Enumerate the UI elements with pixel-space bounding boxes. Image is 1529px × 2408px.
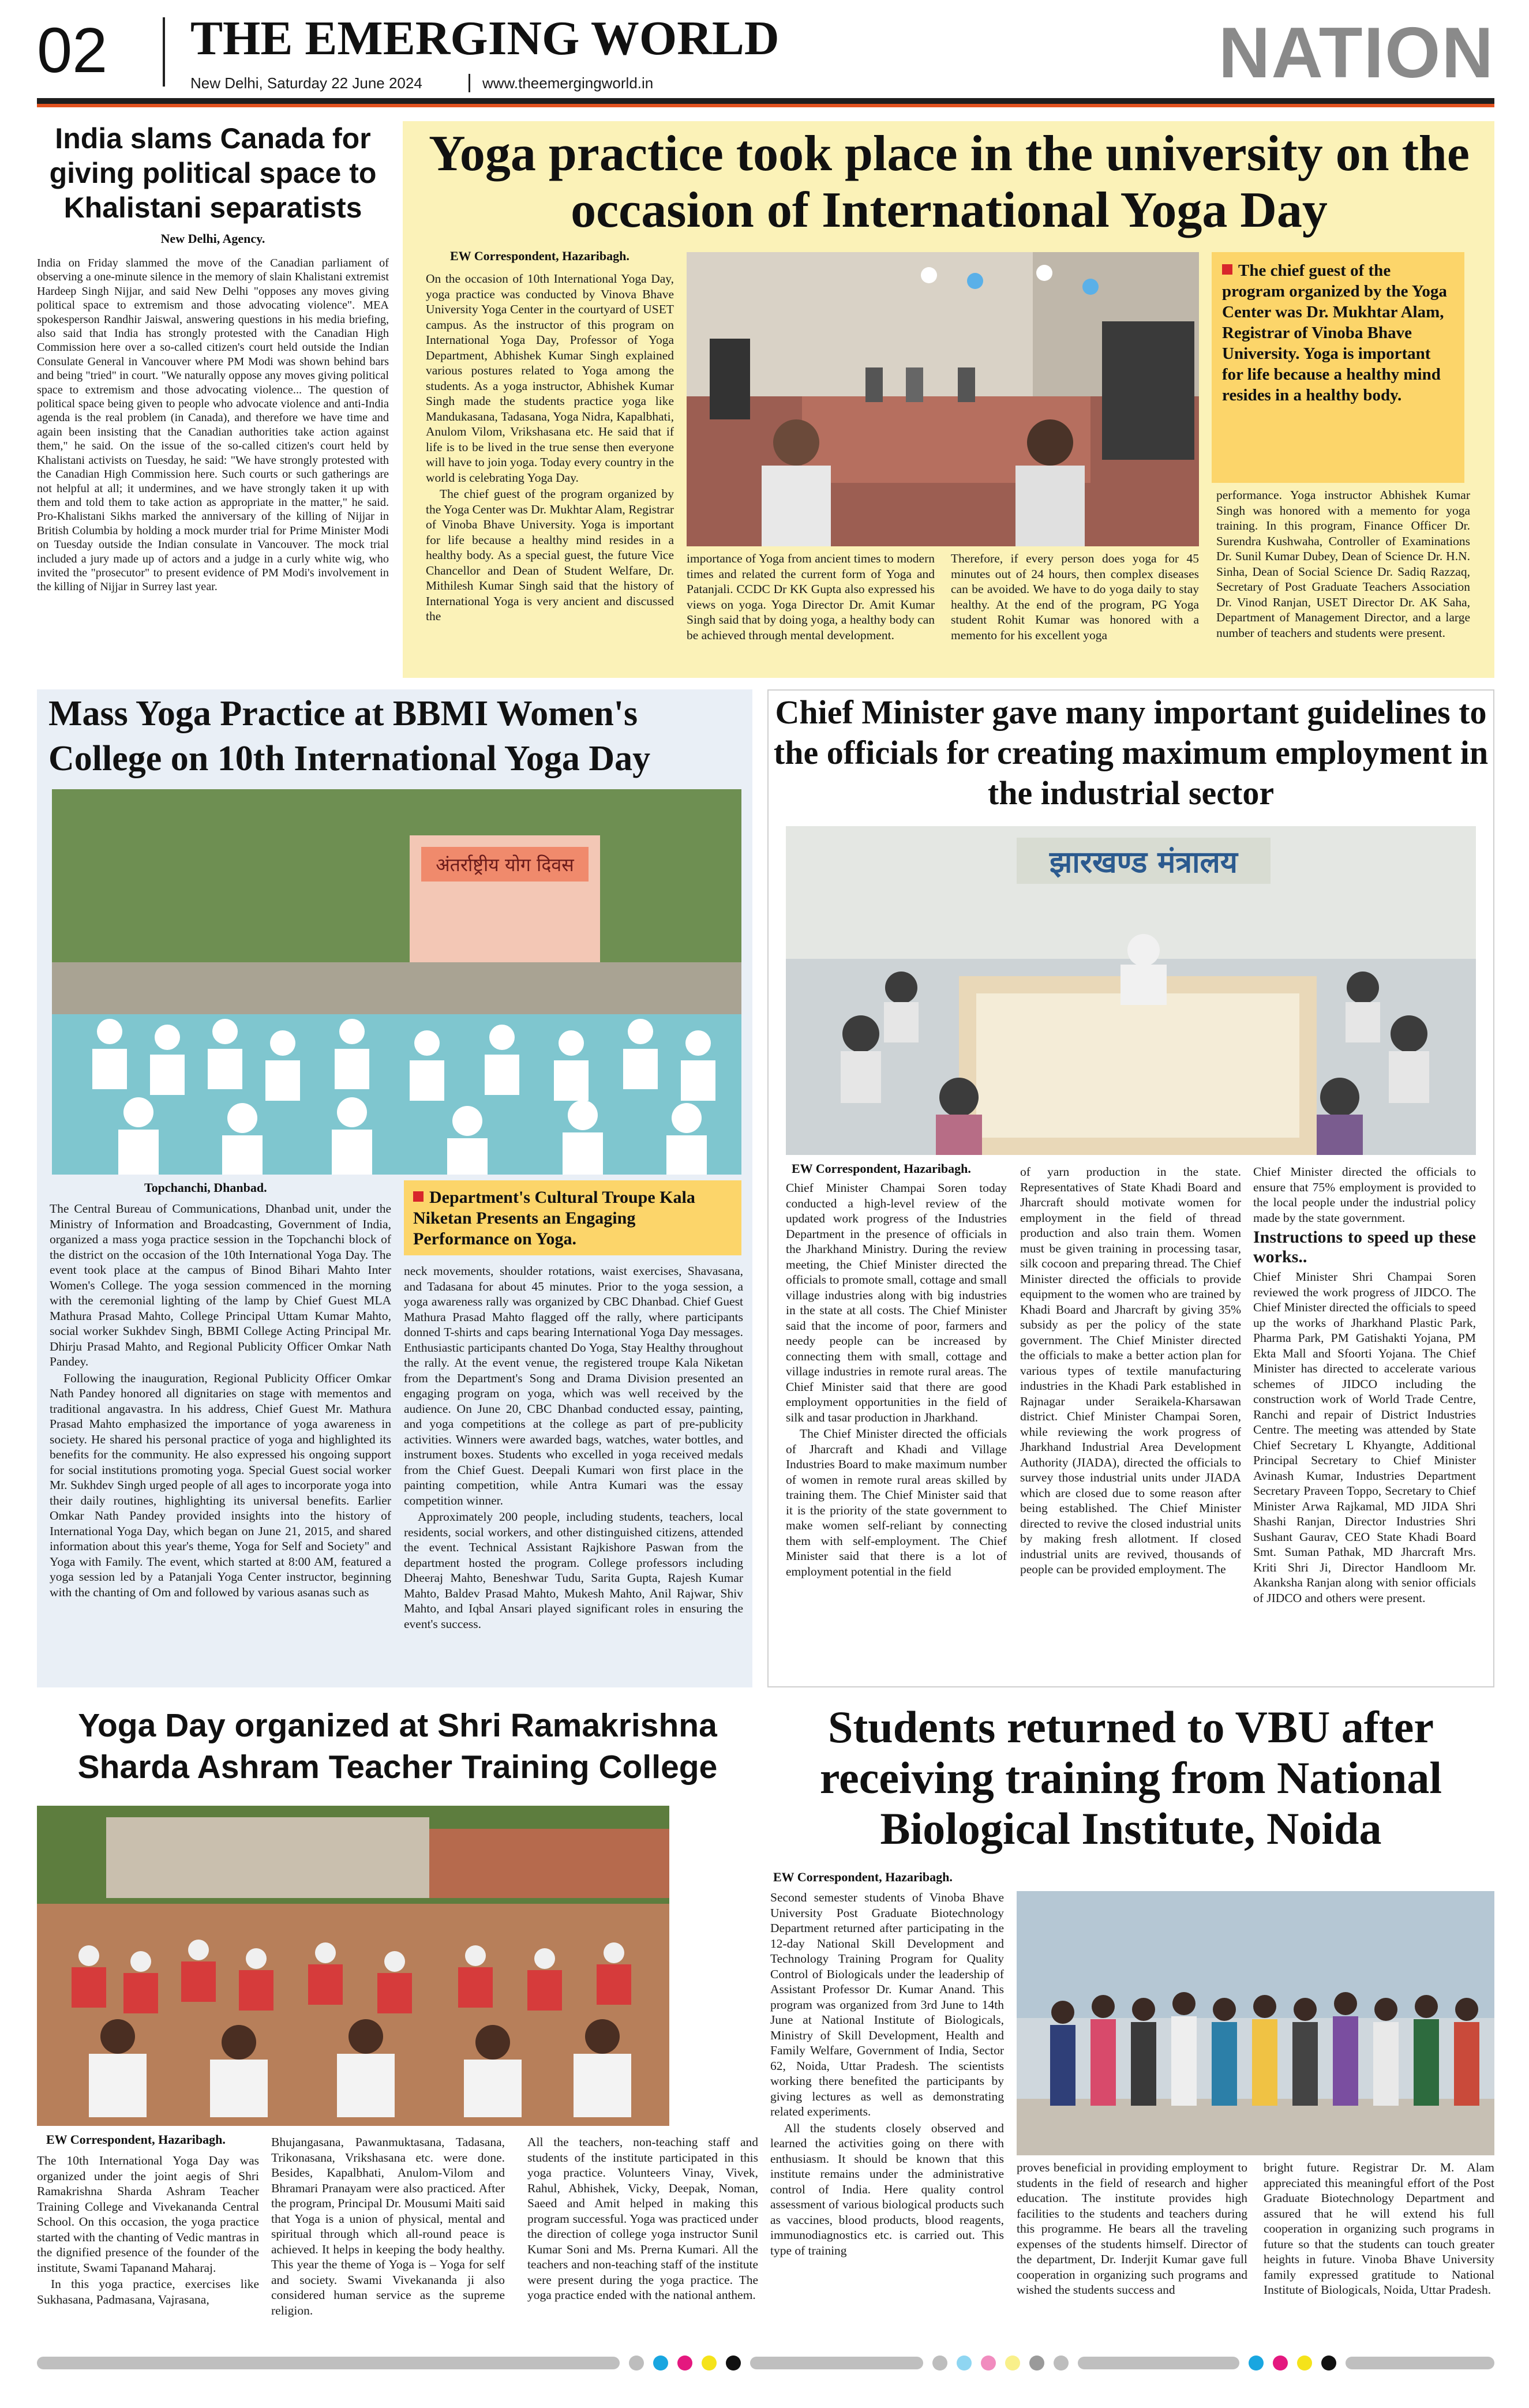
footer-bar <box>37 2357 620 2369</box>
color-dot <box>1249 2356 1264 2371</box>
paragraph: On the occasion of 10th International Yoga Day, yoga practice was conducted by Vinova Bhave University Yoga Center in the courtyard of USET campus. As the instructor of this program on International Yoga Day, Professor of Yoga Department, Abhishek Kumar Singh explained various postures related to Yoga among the students. As a yoga instructor, Abhishek Kumar Singh made the students practice yoga like Mandukasana, Tadasana, Yoga Nidra, Kapalbhati, Anulom Vilom, Vrikshasana etc. He said that if life is to be lived in the true sense then everyone will have to join yoga. Today every country in the world is celebrating Yoga Day. <box>426 272 674 485</box>
vbu-col3 <box>1264 2160 1494 2338</box>
paragraph: The Chief Minister directed the officials of Jharcraft and Khadi and Village Industries Board to make maximum number of women in remote rural areas skilled by training them. The Chief Minister said that it is the priority of the state government to make women self-reliant by connecting them with self-employment. The Chief Minister said that there is a lot of employment potential in the field <box>786 1427 1007 1578</box>
paragraph: The chief guest of the program organized by the Yoga Center was Dr. Mukhtar Alam, Registrar of Vinoba Bhave University. Yoga is important for life because a healthy mind resides in a healthy body. As a special guest, the future Vice Chancellor and Dean of Student Welfare, Dr. Mithilesh Kumar Singh said that the history of International Yoga is very ancient and discussed the <box>426 487 674 623</box>
color-dot <box>726 2356 741 2371</box>
vinoba-yoga-headline: Yoga practice took place in the university on the occasion of International Yoga Day <box>429 126 1470 238</box>
paragraph: performance. Yoga instructor Abhishek Kumar Singh was honored with a memento for yoga training. In this program, Finance Officer Dr. Surendra Kushwaha, Controller of Examinations Dr. Sunil Kumar Dubey, Dean of Science Dr. H.N. Sinha, Dean of Social Science Dr. Sadiq Razzaq, Secretary of Post Graduate Teachers Association Dr. Vinod Ranjan, USET Director Dr. AK Saha, Department of Management Director, and a large number of teachers and students were present. <box>1216 488 1470 640</box>
color-dot <box>1321 2356 1336 2371</box>
vbu-col1 <box>770 1890 1004 2338</box>
paragraph: All the students closely observed and learned the activities going on there with enthusiasm. It should be known that this institute remains under the administrative control of India. Here quality control assessment of various biological products such as vaccines, blood products, blood reagents, immunodiagnostics etc. is carried out. This type of training <box>770 2121 1004 2257</box>
color-dot <box>981 2356 996 2371</box>
ramakrishna-col2 <box>271 2135 505 2338</box>
masthead-separator <box>469 74 470 92</box>
vbu-headline: Students returned to VBU after receiving training from National Biological Institute, Noida <box>819 1702 1442 1854</box>
cm-photo <box>786 826 1476 1155</box>
paragraph: Approximately 200 people, including students, teachers, local residents, social workers, and other distinguished citizens, attended the event. Technical Assistant Rajkishore Paswan from the department hosted the program. College professors including Dheeraj Mahto, Beneshwar Tudu, Sarita Gupta, Rajesh Kumar Mahto, Baldev Prasad Mahto, Mukesh Mahto, Anil Rajwar, Shiv Mahto, and Iqbal Ansari played significant roles in ensuring the event's success. <box>404 1510 743 1631</box>
footer-bar <box>1346 2357 1494 2369</box>
vinoba-yoga-callout <box>1212 252 1464 483</box>
paragraph: Following the inauguration, Regional Publicity Officer Omkar Nath Pandey honored all dignitaries on stage with mementos and traditional angavastra. In his address, Chief Guest Mr. Mathura Prasad Mahto emphasized the importance of yoga awareness in society. He shared his personal practice of yoga and highlighted its benefits for the community. He also expressed his ongoing support for social institutions promoting yoga. Special Guest social worker Mr. Sukhdev Singh urged people of all ages to incorporate yoga into their daily routines, highlighting its universal benefits. Earlier Omkar Nath Pandey provided insights into the history of International Yoga Day, which began on June 21, 2015, and shared information about this year's theme, Yoga for Self and Society" and Yoga with Family. The event, which started at 8:00 AM, featured a yoga session led by a Patanjali Yoga Center instructor, beginning with the chanting of Om and followed by various asanas such as <box>50 1371 391 1599</box>
color-dot <box>957 2356 972 2371</box>
paragraph: neck movements, shoulder rotations, waist exercises, Shavasana, and Tadasana for about 45 minutes. Prior to the yoga session, a yoga awareness rally was organized by CBC Dhanbad. Chief Guest Mathura Prasad Mahto flagged off the rally, where participants donned T-shirts and caps bearing International Yoga Day messages. Enthusiastic participants chanted Do Yoga, Stay Healthy throughout the rally. At the event venue, the registered troupe Kala Niketan from the Department's Song and Drama Division presented an engaging program on yoga, which was well received by the audience. On June 20, CBC Dhanbad conducted essay, painting, and yoga competitions at the college as part of pre-publicity activities. Winners were awarded bags, watches, water bottles, and instrument boxes. Students who excelled in yoga received medals from the Chief Guest. Deepali Kumari won first place in the painting competition, while Antra Kumari was the essay competition winner. <box>404 1264 743 1507</box>
vbu-dateline: EW Correspondent, Hazaribagh. <box>773 1870 953 1884</box>
paragraph: Chief Minister Champai Soren today conducted a high-level review of the updated work progress of the Industries Department in the presence of officials in the Jharkhand Ministry. During the review meeting, the Chief Minister directed the officials to promote small, cottage and small village industries along with big industries in the state at all costs. The Chief Minister said that the income of poor, farmers and needy people can be increased by connecting them with small, cottage and village industries in remote rural areas. The Chief Minister said that there are good employment opportunities in the field of silk and tasar production in Jharkhand. <box>786 1181 1007 1424</box>
bbmi-photo <box>52 789 741 1175</box>
paragraph: India on Friday slammed the move of the Canadian parliament of observing a one-minute silence in the memory of slain Khalistani extremist Hardeep Singh Nijjar, and said New Delhi "opposes any moves giving political space to extremism and those advocating violence". MEA spokesperson Randhir Jaiswal, answering questions in his media briefing, also said that India has strongly protested with the Canadian High Commission here over a so-called citizen's court held outside the Indian Consulate General in Vancouver where PM Modi was shown behind bars and being "tried" in court. "We naturally oppose any moves giving political space to extremism and those advocating violence... The question of political space being given to people who advocate violence and anti-India agenda is the real problem (in Canada), and therefore we have time and again been insisting that the Canadian authorities take action against them," he said. On the issue of the so-called citizen's court held by Khalistani activists on Tuesday, he said: "We have strongly protested with the Canadian High Commission here. Such courts or such gatherings are not helpful at all; it undermines, and we have strongly taken it up with them and told them to take action as appropriate in the matter," he said. Pro-Khalistani Sikhs marked the anniversary of the killing of Nijjar in British Columbia by holding a mock murder trial for Prime Minister Modi on Tuesday outside the Indian consulate in Vancouver. The mock trial included a jury made up of actors and a judge in a curly white wig, who invited the "prosecutor" to present evidence of PM Modi's involvement in the killing of Nijjar in Surrey last year. <box>37 257 389 594</box>
canada-dateline: New Delhi, Agency. <box>160 231 265 246</box>
bullet-square-icon <box>413 1191 424 1202</box>
paragraph: In this yoga practice, exercises like Sukhasana, Padmasana, Vajrasana, <box>37 2277 259 2306</box>
color-dot <box>653 2356 668 2371</box>
color-dot <box>629 2356 644 2371</box>
paragraph: Second semester students of Vinoba Bhave University Post Graduate Biotechnology Department returned after participating in the 12-day National Skill Development and Technology Training Program for Quality Control of Biologicals under the leadership of Assistant Professor Dr. Kumar Anand. This program was organized from 3rd June to 14th June at National Institute of Biologicals, Ministry of Skill Development, Health and Family Welfare, Government of India, Sector 62, Noida, Uttar Pradesh. The scientists working there benefited the participants by giving lectures as well as demonstrating related experiments. <box>770 1891 1004 2118</box>
color-dot <box>932 2356 947 2371</box>
paragraph: bright future. Registrar Dr. M. Alam appreciated this meaningful effort of the Post Graduate Biotechnology Department and assured that he will extend his full cooperation in organizing such programs in future so that the students can touch greater heights in future. Vinoba Bhave University family expressed gratitude to National Institute of Biologicals, Noida, Uttar Pradesh. <box>1264 2161 1494 2297</box>
color-dot <box>702 2356 717 2371</box>
vinoba-yoga-dateline: EW Correspondent, Hazaribagh. <box>450 249 629 263</box>
vinoba-yoga-col3 <box>951 551 1199 672</box>
footer-bar <box>1078 2357 1239 2369</box>
paragraph: The 10th International Yoga Day was organized under the joint aegis of Shri Ramakrishna Sharda Ashram Teacher Training College and Vivekananda Central School. On this occasion, the yoga practice started with the chanting of Vedic mantras in the dignified presence of the founder of the institute, Swami Tapanand Maharaj. <box>37 2154 259 2275</box>
bbmi-col1 <box>50 1201 391 1683</box>
cm-col2 <box>1020 1164 1241 1682</box>
ramakrishna-dateline: EW Correspondent, Hazaribagh. <box>46 2132 226 2147</box>
color-dot <box>1297 2356 1312 2371</box>
color-dot <box>677 2356 692 2371</box>
cm-dateline: EW Correspondent, Hazaribagh. <box>792 1161 971 1176</box>
bbmi-dateline: Topchanchi, Dhanbad. <box>144 1180 267 1195</box>
color-dot <box>1054 2356 1069 2371</box>
photo-banner-text: झारखण्ड मंत्रालय <box>1050 845 1238 880</box>
ramakrishna-photo <box>37 1806 669 2126</box>
photo-banner-text: अंतर्राष्ट्रीय योग दिवस <box>436 854 574 876</box>
paragraph: All the teachers, non-teaching staff and students of the institute participated in this yoga practice. Volunteers Vinay, Vivek, Rahul, Abhishek, Vicky, Deepak, Noman, Saeed and Amit helped in making this program successful. Yoga was practiced under the direction of college yoga instructor Sunil Kumar Soni and Ms. Prerna Kumari. All the teachers and non-teaching staff of the institute were present during the yoga practice. The yoga practice ended with the national anthem. <box>527 2135 758 2302</box>
cm-headline: Chief Minister gave many important guidelines to the officials for creating maximum employment in the industrial sector <box>773 693 1489 812</box>
paragraph: Chief Minister Shri Champai Soren reviewed the work progress of JIDCO. The Chief Minister directed the officials to speed up the works of Jharkhand Plastic Park, Pharma Park, PM Gatishakti Yojana, PM Ekta Mall and Sfoorti Yojana. The Chief Minister has directed to accelerate various schemes of JIDCO including the construction work of World Trade Centre, Ranchi and repair of District Industries Centre. The meeting was attended by State Chief Secretary L Khyangte, Additional Principal Secretary to Chief Minister Avinash Kumar, Industries Department Secretary Praveen Toppo, Secretary to Chief Minister Arwa Rajkamal, MD JIDA Shri Shashi Ranjan, Director Industries Shri Sushant Gaurav, CEO State Khadi Board Smt. Suman Pathak, MD Jharcraft Mrs. Kriti Shri Ji, Director Handloom Mr. Akanksha Ranjan along with senior officials of JIDCO and others were present. <box>1253 1270 1476 1605</box>
bbmi-headline: Mass Yoga Practice at BBMI Women's College on 10th International Yoga Day <box>48 694 651 778</box>
section-title: NATION <box>1218 13 1494 93</box>
paragraph: proves beneficial in providing employment to students in the field of research and higher education. The institute provides high facilities to the students and teachers during this programme. He bears all the traveling expenses of the students himself. Director of the department, Dr. Inderjit Kumar gave full cooperation in organizing such programs and wished the students success and <box>1017 2161 1247 2297</box>
masthead-accent-rule <box>37 104 1494 107</box>
paragraph: importance of Yoga from ancient times to modern times and related the current form of Yoga and Patanjali. CCDC Dr KK Gupta also expressed his views on yoga. Yoga Director Dr. Amit Kumar Singh said that by doing yoga, a healthy body can be achieved through mental development. <box>687 552 935 642</box>
callout-text: The chief guest of the program organized by the Yoga Center was Dr. Mukhtar Alam, Registrar of Vinoba Bhave University. Yoga is important for life because a healthy mind resides in a healthy body. <box>1222 261 1447 404</box>
color-dot <box>1273 2356 1288 2371</box>
vinoba-yoga-photo <box>687 252 1199 546</box>
paragraph: Chief Minister directed the officials to ensure that 75% employment is provided to the local people under the industrial policy made by the state government. <box>1253 1165 1476 1225</box>
vinoba-yoga-col2 <box>687 551 935 672</box>
ramakrishna-headline: Yoga Day organized at Shri Ramakrishna Sharda Ashram Teacher Training College <box>77 1707 718 1786</box>
ramakrishna-col1 <box>37 2153 259 2338</box>
vinoba-yoga-col1 <box>426 271 674 672</box>
cm-col1 <box>786 1180 1007 1682</box>
newspaper-title: THE EMERGING WORLD <box>190 12 780 65</box>
paragraph: Bhujangasana, Pawanmuktasana, Tadasana, Trikonasana, Vrikshasana etc. were done. Besides, Kapalbhati, Anulom-Vilom and Bhramari Pranayam were also practiced. After the program, Principal Dr. Mousumi Maiti said that Yoga is a union of physical, mental and spiritual through which all-round peace is achieved. It helps in keeping the body healthy. This year the theme of Yoga is – Yoga for self and society. Swami Vivekananda ji also considered human service as the supreme religion. <box>271 2135 505 2317</box>
bullet-square-icon <box>1222 264 1232 275</box>
bbmi-col2 <box>404 1263 743 1683</box>
vbu-photo <box>1017 1891 1494 2155</box>
color-dot <box>1029 2356 1044 2371</box>
issue-date: New Delhi, Saturday 22 June 2024 <box>190 74 422 92</box>
bbmi-callout <box>404 1180 741 1255</box>
color-dot <box>1005 2356 1020 2371</box>
footer-bar <box>750 2357 923 2369</box>
canada-headline: India slams Canada for giving political space to Khalistani separatists <box>49 122 377 224</box>
paragraph: of yarn production in the state. Representatives of State Khadi Board and Jharcraft should motivate women for employment in the field of thread production and also train them. Women must be given training in processing tasar, silk cocoon and preparing thread. The Chief Minister directed the officials to provide equipment to the women who are trained by Khadi Board and Jharcraft by giving 35% subsidy as per the policy of the state government. The Chief Minister directed the officials to make a better action plan for various types of textile manufacturing industries in the Khadi Park established in Rajnagar under Seraikela-Kharsawan district. Chief Minister Champai Soren, while reviewing the work progress of Jharkhand Industrial Area Development Authority (JIADA), directed the officials to survey those industrial units under JIADA which are closed due to some reason after being established. The Chief Minister directed to revive the closed industrial units by making fresh allotment. If closed industrial units are revived, thousands of people can be provided employment. The <box>1020 1165 1241 1576</box>
website-url[interactable]: www.theemergingworld.in <box>482 74 654 92</box>
cm-subheading: Instructions to speed up these works.. <box>1253 1228 1476 1266</box>
masthead-rule <box>37 98 1494 104</box>
vinoba-yoga-col4 <box>1216 487 1470 672</box>
ramakrishna-col3 <box>527 2135 758 2338</box>
canada-body <box>37 256 389 672</box>
callout-text: Department's Cultural Troupe Kala Niketan Presents an Engaging Performance on Yoga. <box>413 1188 695 1248</box>
masthead-divider <box>163 17 165 87</box>
vbu-col2 <box>1017 2160 1247 2338</box>
paragraph: Therefore, if every person does yoga for 45 minutes out of 24 hours, then complex diseases can be avoided. We have to do yoga daily to stay healthy. At the end of the program, PG Yoga student Rohit Kumar was honored with a memento for his excellent yoga <box>951 552 1199 642</box>
page-number: 02 <box>37 15 108 86</box>
cm-col3 <box>1253 1164 1476 1682</box>
paragraph: The Central Bureau of Communications, Dhanbad unit, under the Ministry of Information and Broadcasting, Government of India, organized a mass yoga practice session in the Topchanchi block of the district on the occasion of the 10th International Yoga Day. The event took place at the campus of Binod Bihari Mahto Inter Women's College. The yoga session commenced in the morning with the ceremonial lighting of the lamp by Chief Guest MLA Mathura Prasad Mahto, College Principal Uttam Kumar Mahto, social worker Sukhdev Singh, BBMI College Acting Principal Mr. Dhirju Prasad Mahto, and Regional Publicity Officer Omkar Nath Pandey. <box>50 1202 391 1368</box>
